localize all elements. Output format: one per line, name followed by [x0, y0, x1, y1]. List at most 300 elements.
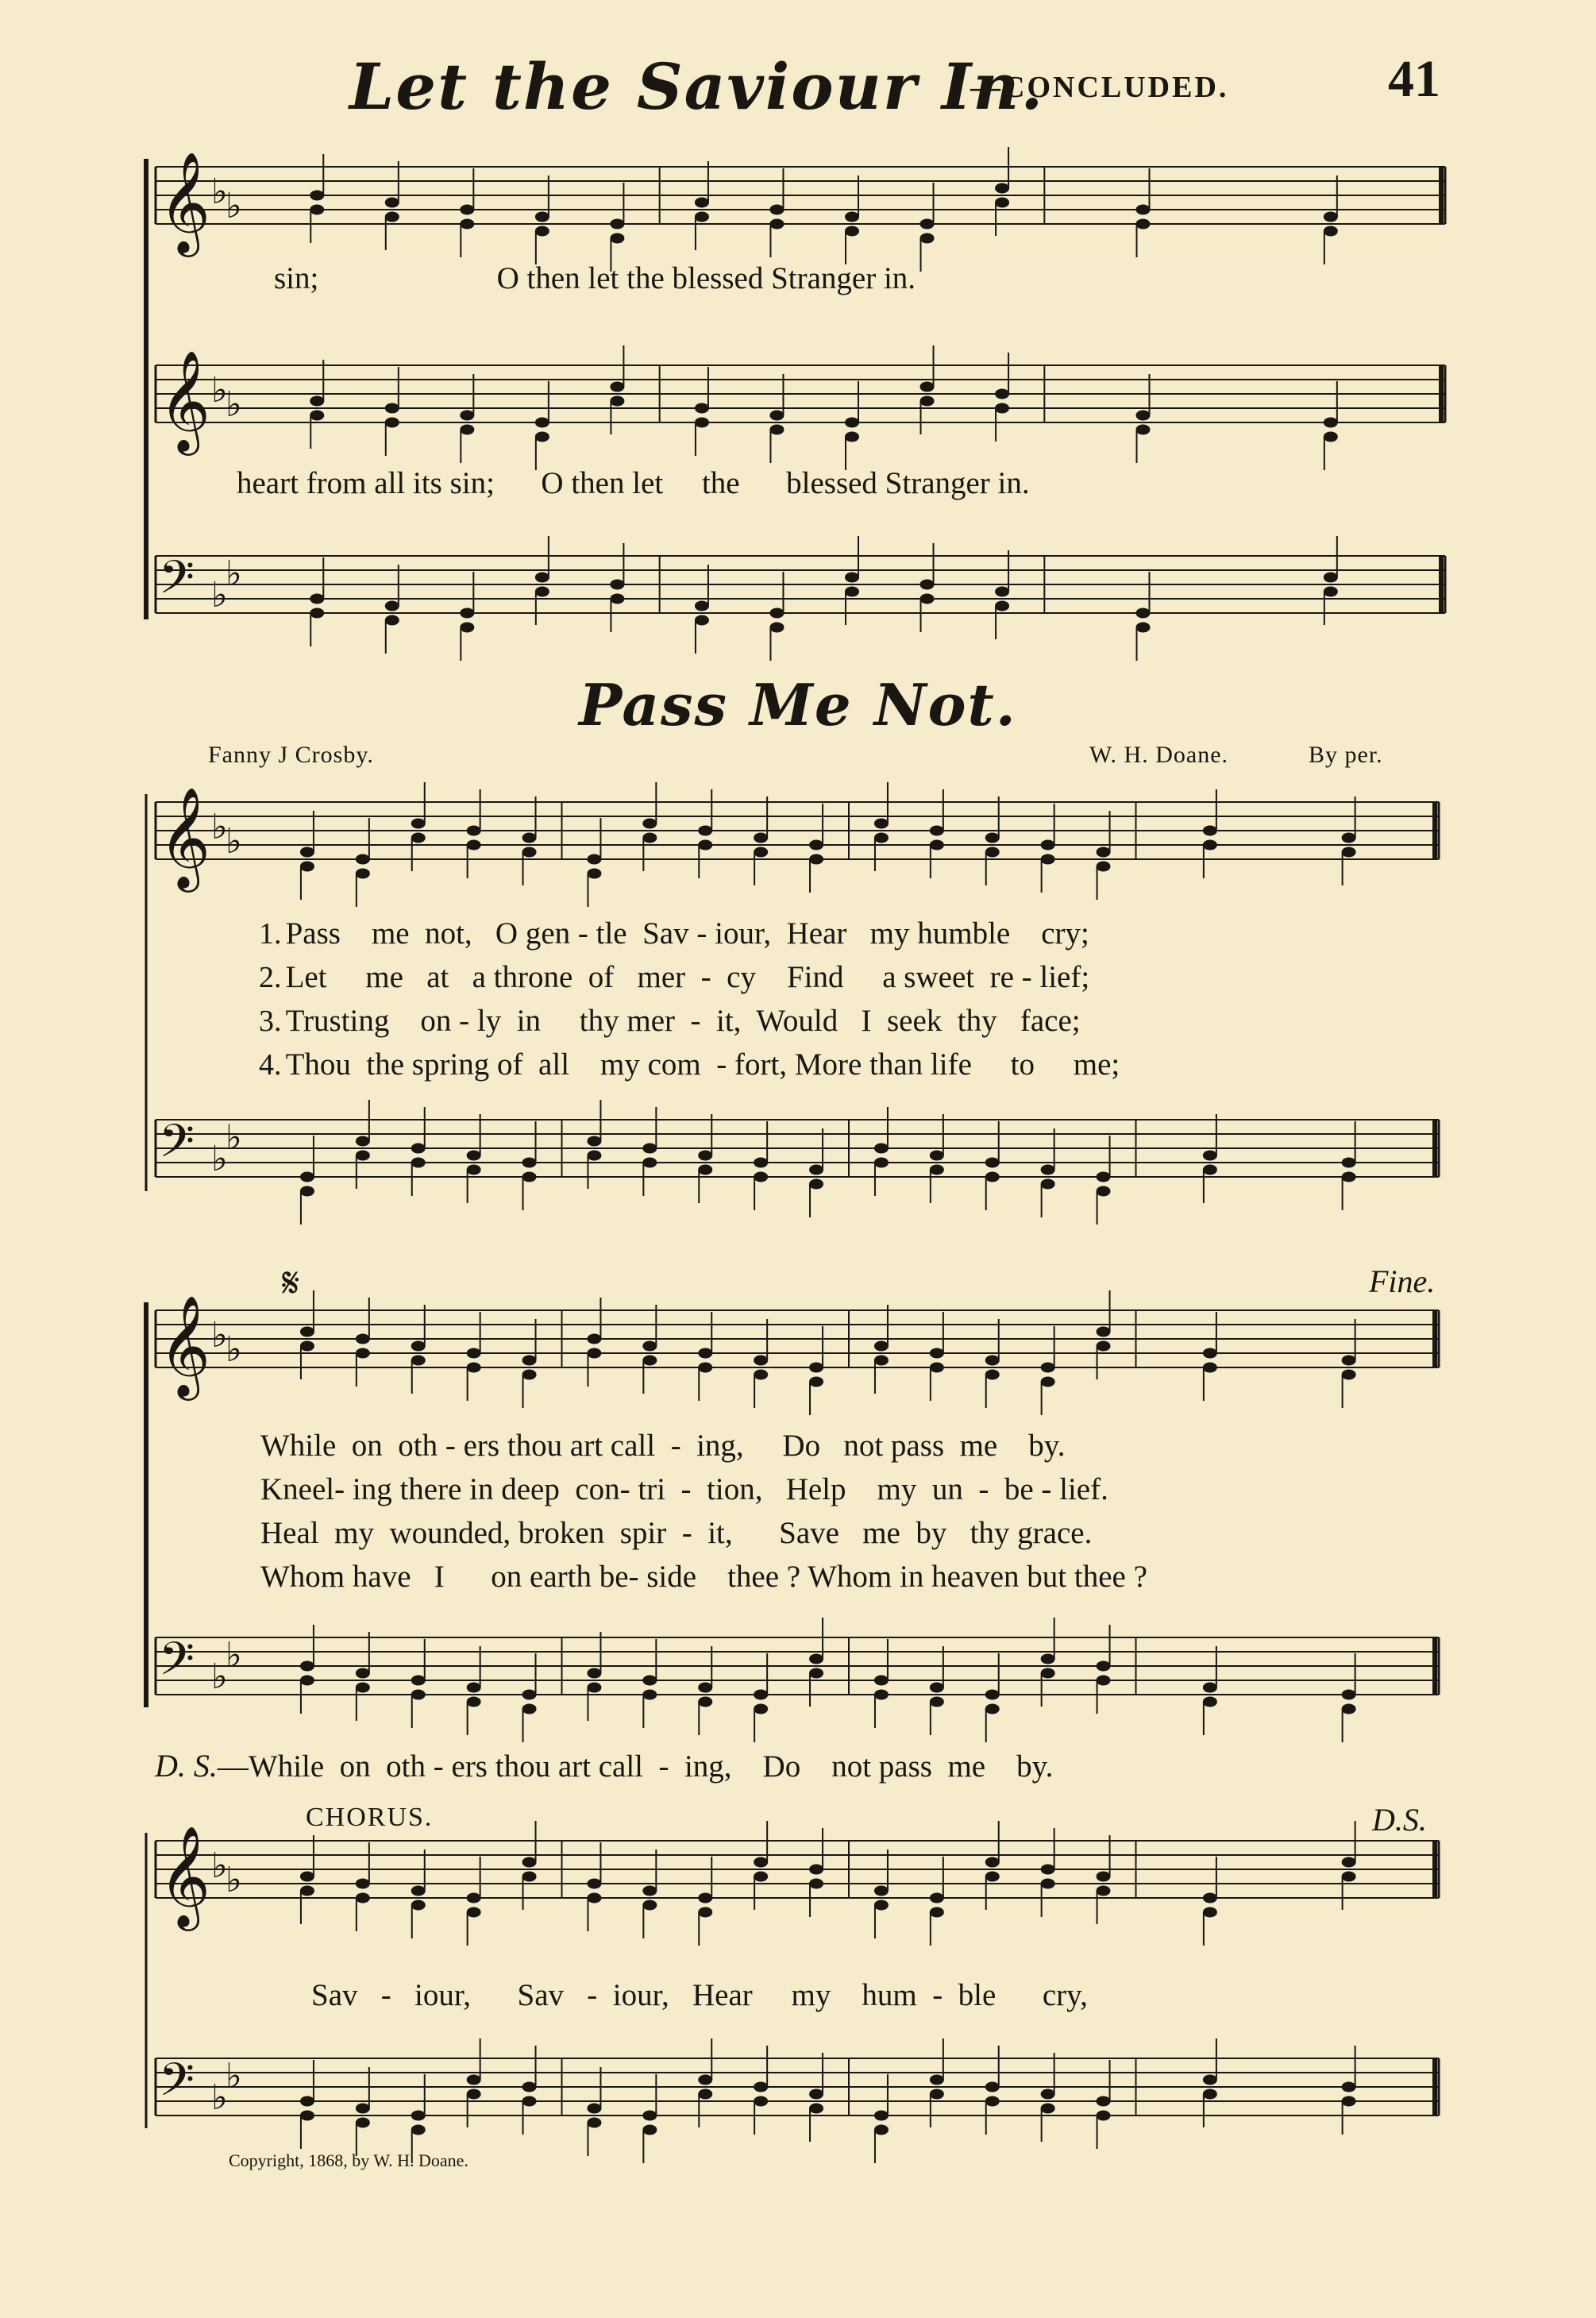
chorus-label: CHORUS.	[306, 1803, 434, 1832]
note-head	[985, 1872, 1000, 1882]
note-head	[587, 1151, 601, 1161]
flat-sign: ♭	[211, 172, 228, 212]
note-head	[1136, 219, 1151, 229]
treble-clef: 𝄞	[159, 349, 211, 451]
note-head	[460, 411, 474, 421]
note-head	[522, 847, 537, 858]
note-head	[874, 1900, 889, 1911]
chorus-lyrics: Sav - iour, Sav - iour, Hear my hum - ble cry,	[311, 1978, 1088, 2012]
note-head	[356, 1683, 370, 1693]
note-head	[920, 396, 935, 407]
note-head	[769, 623, 784, 633]
note-head	[809, 854, 823, 865]
note-head	[930, 1348, 944, 1359]
note-head	[1203, 1907, 1217, 1918]
note-head	[1342, 1158, 1356, 1168]
note-head	[385, 212, 399, 222]
page-number: 41	[1388, 50, 1440, 108]
note-head	[985, 1690, 1000, 1700]
note-head	[522, 2096, 537, 2107]
page-title: Let the Saviour In.	[349, 49, 1045, 124]
note-head	[1041, 2089, 1055, 2100]
note-head	[754, 1370, 768, 1380]
final-bar	[1439, 365, 1444, 422]
note-head	[535, 573, 549, 583]
bass-clef: 𝄢	[159, 550, 195, 615]
note-head	[356, 869, 370, 879]
note-head	[985, 833, 1000, 843]
note-head	[385, 198, 399, 208]
composer-credit: W. H. Doane.	[1089, 742, 1229, 768]
author-credit: Fanny J Crosby.	[208, 742, 374, 768]
flat-sign: ♭	[226, 1635, 242, 1676]
note-head	[522, 1690, 537, 1700]
note-head	[1097, 1186, 1111, 1197]
note-head	[522, 1857, 537, 1868]
note-head	[587, 1683, 601, 1693]
note-head	[522, 1172, 537, 1182]
final-bar	[1432, 1637, 1437, 1695]
note-head	[1097, 862, 1111, 872]
note-head	[754, 2082, 768, 2092]
note-head	[995, 601, 1009, 611]
note-head	[985, 1704, 1000, 1714]
note-head	[522, 1704, 537, 1714]
note-head	[642, 833, 657, 843]
note-head	[385, 601, 399, 611]
note-head	[920, 594, 935, 604]
note-head	[310, 191, 324, 201]
note-head	[920, 580, 935, 590]
note-head	[698, 1151, 712, 1161]
note-head	[467, 1363, 481, 1373]
note-head	[809, 840, 823, 850]
note-head	[642, 2111, 657, 2121]
note-head	[874, 2125, 889, 2135]
note-head	[809, 1165, 823, 1175]
note-head	[300, 1661, 314, 1672]
note-head	[411, 2111, 426, 2121]
note-head	[754, 833, 768, 843]
note-head	[300, 2096, 314, 2107]
note-head	[1342, 1704, 1356, 1714]
note-head	[930, 1165, 944, 1175]
final-bar	[1439, 556, 1444, 613]
note-head	[995, 403, 1009, 414]
note-head	[754, 1857, 768, 1868]
note-head	[1136, 608, 1151, 619]
note-head	[809, 1179, 823, 1190]
note-head	[1324, 212, 1338, 222]
flat-sign: ♭	[226, 553, 242, 594]
note-head	[698, 826, 712, 836]
note-head	[1342, 1690, 1356, 1700]
final-bar	[1439, 167, 1444, 224]
note-head	[1041, 1363, 1055, 1373]
note-head	[467, 1893, 481, 1903]
note-head	[985, 1370, 1000, 1380]
note-head	[356, 1348, 370, 1359]
note-head	[642, 1158, 657, 1168]
note-head	[809, 1879, 823, 1889]
note-head	[769, 411, 784, 421]
note-head	[411, 819, 426, 829]
note-head	[769, 608, 784, 619]
fine-label: Fine.	[1369, 1263, 1436, 1299]
note-head	[385, 403, 399, 414]
note-head	[642, 1341, 657, 1352]
verse-line: 3. Trusting on - ly in thy mer - it, Would I seek thy face;	[259, 1004, 1081, 1038]
note-head	[698, 2089, 712, 2100]
note-head	[1041, 1668, 1055, 1679]
segno-sign: 𝄋	[282, 1259, 300, 1307]
flat-sign: ♭	[226, 186, 242, 226]
note-head	[642, 1676, 657, 1686]
note-head	[535, 212, 549, 222]
note-head	[1342, 1172, 1356, 1182]
note-head	[695, 198, 709, 208]
note-head	[1097, 2111, 1111, 2121]
note-head	[1324, 573, 1338, 583]
note-head	[300, 2111, 314, 2121]
note-head	[845, 573, 859, 583]
note-head	[874, 819, 889, 829]
note-head	[411, 1886, 426, 1896]
note-head	[698, 1907, 712, 1918]
note-head	[467, 1348, 481, 1359]
ds-line	[155, 1747, 1053, 1784]
note-head	[300, 1186, 314, 1197]
note-head	[1342, 1370, 1356, 1380]
note-head	[754, 1356, 768, 1366]
note-head	[300, 1886, 314, 1896]
note-head	[995, 389, 1009, 399]
flat-sign: ♭	[211, 575, 228, 615]
note-head	[356, 1893, 370, 1903]
note-head	[535, 432, 549, 442]
note-head	[874, 1690, 889, 1700]
note-head	[930, 2089, 944, 2100]
note-head	[310, 594, 324, 604]
note-head	[930, 2075, 944, 2085]
note-head	[411, 1341, 426, 1352]
note-head	[467, 1697, 481, 1707]
note-head	[300, 1872, 314, 1882]
note-head	[310, 608, 324, 619]
note-head	[1342, 1356, 1356, 1366]
note-head	[610, 580, 624, 590]
note-head	[587, 1136, 601, 1147]
verse-block-1	[259, 916, 1120, 1090]
note-head	[1203, 1893, 1217, 1903]
note-head	[642, 1690, 657, 1700]
note-head	[1203, 1165, 1217, 1175]
note-head	[985, 1857, 1000, 1868]
note-head	[411, 1158, 426, 1168]
note-head	[995, 198, 1009, 208]
note-head	[845, 212, 859, 222]
note-head	[467, 826, 481, 836]
note-head	[985, 847, 1000, 858]
note-head	[411, 833, 426, 843]
note-head	[1041, 854, 1055, 865]
note-head	[930, 1683, 944, 1693]
top-lyrics-line2: heart from all its sin; O then let the blessed Stranger in.	[237, 466, 1030, 500]
note-head	[1041, 1377, 1055, 1387]
note-head	[587, 854, 601, 865]
verse-line: While on oth - ers thou art call - ing, Do not pass me by.	[260, 1429, 1066, 1463]
note-head	[610, 594, 624, 604]
note-head	[356, 1334, 370, 1344]
note-head	[874, 1676, 889, 1686]
note-head	[985, 1158, 1000, 1168]
note-head	[610, 382, 624, 392]
note-head	[460, 219, 474, 229]
note-head	[1203, 2075, 1217, 2085]
verse-line: 4. Thou the spring of all my com - fort, More than life to me;	[259, 1047, 1120, 1082]
note-head	[1203, 1697, 1217, 1707]
note-head	[1097, 1676, 1111, 1686]
verse-line: 2. Let me at a throne of mer - cy Find a sweet re - lief;	[259, 960, 1090, 994]
final-bar	[1432, 802, 1437, 859]
note-head	[698, 1165, 712, 1175]
note-head	[695, 418, 709, 428]
note-head	[930, 840, 944, 850]
flat-sign: ♭	[211, 807, 228, 847]
note-head	[1041, 840, 1055, 850]
note-head	[874, 833, 889, 843]
flat-sign: ♭	[226, 821, 242, 862]
note-head	[754, 1872, 768, 1882]
note-head	[356, 1151, 370, 1161]
note-head	[695, 601, 709, 611]
flat-sign: ♭	[211, 2077, 228, 2118]
note-head	[587, 1348, 601, 1359]
flat-sign: ♭	[211, 370, 228, 411]
copyright-notice: Copyright, 1868, by W. H. Doane.	[229, 2150, 468, 2170]
note-head	[874, 1886, 889, 1896]
note-head	[1203, 1683, 1217, 1693]
note-head	[411, 1356, 426, 1366]
note-head	[587, 2118, 601, 2128]
note-head	[1342, 2082, 1356, 2092]
note-head	[920, 233, 935, 244]
ds-lyrics: —While on oth - ers thou art call - ing, Do not pass me by.	[217, 1749, 1054, 1784]
note-head	[356, 1668, 370, 1679]
note-head	[522, 1356, 537, 1366]
note-head	[754, 847, 768, 858]
note-head	[460, 425, 474, 435]
note-head	[1203, 2089, 1217, 2100]
note-head	[698, 1697, 712, 1707]
note-head	[769, 425, 784, 435]
note-head	[1041, 1865, 1055, 1875]
note-head	[411, 1690, 426, 1700]
note-head	[356, 1879, 370, 1889]
note-head	[1097, 847, 1111, 858]
note-head	[695, 615, 709, 626]
note-head	[587, 869, 601, 879]
flat-sign: ♭	[211, 1139, 228, 1179]
note-head	[610, 219, 624, 229]
treble-clef: 𝄞	[159, 1294, 211, 1396]
note-head	[300, 1341, 314, 1352]
note-head	[809, 2104, 823, 2114]
note-head	[874, 1356, 889, 1366]
note-head	[642, 1356, 657, 1366]
note-head	[1136, 205, 1151, 215]
note-head	[754, 1704, 768, 1714]
note-head	[522, 2082, 537, 2092]
note-head	[754, 1158, 768, 1168]
note-head	[1041, 1165, 1055, 1175]
note-head	[1342, 2096, 1356, 2107]
note-head	[460, 623, 474, 633]
note-head	[1041, 1654, 1055, 1664]
note-head	[310, 411, 324, 421]
note-head	[467, 1165, 481, 1175]
note-head	[642, 2125, 657, 2135]
note-head	[698, 1348, 712, 1359]
note-head	[610, 233, 624, 244]
note-head	[587, 1668, 601, 1679]
note-head	[845, 587, 859, 597]
note-head	[1097, 1872, 1111, 1882]
note-head	[1203, 840, 1217, 850]
note-head	[754, 1172, 768, 1182]
flat-sign: ♭	[211, 1657, 228, 1697]
note-head	[754, 2096, 768, 2107]
note-head	[300, 1172, 314, 1182]
note-head	[695, 212, 709, 222]
note-head	[467, 1683, 481, 1693]
note-head	[809, 2089, 823, 2100]
note-head	[985, 1172, 1000, 1182]
note-head	[1041, 1179, 1055, 1190]
final-bar	[1432, 1310, 1437, 1367]
verse-line: Kneel- ing there in deep con- tri - tion, Help my un - be - lief.	[260, 1472, 1108, 1506]
note-head	[754, 1690, 768, 1700]
note-head	[930, 1907, 944, 1918]
note-head	[985, 2082, 1000, 2092]
note-head	[874, 2111, 889, 2121]
note-head	[809, 1377, 823, 1387]
note-head	[1097, 1341, 1111, 1352]
note-head	[610, 396, 624, 407]
note-head	[695, 403, 709, 414]
note-head	[1041, 1879, 1055, 1889]
note-head	[300, 1327, 314, 1337]
flat-sign: ♭	[226, 1329, 242, 1370]
note-head	[535, 418, 549, 428]
note-head	[845, 418, 859, 428]
note-head	[587, 1893, 601, 1903]
note-head	[467, 1151, 481, 1161]
note-head	[809, 1363, 823, 1373]
note-head	[698, 1893, 712, 1903]
song-title: Pass Me Not.	[579, 671, 1017, 739]
note-head	[467, 840, 481, 850]
final-bar	[1432, 1841, 1437, 1898]
final-bar	[1432, 1120, 1437, 1177]
note-head	[467, 2089, 481, 2100]
note-head	[930, 1151, 944, 1161]
note-head	[642, 1144, 657, 1154]
note-head	[930, 826, 944, 836]
note-head	[769, 219, 784, 229]
note-head	[1136, 623, 1151, 633]
note-head	[300, 1676, 314, 1686]
note-head	[356, 2118, 370, 2128]
note-head	[460, 205, 474, 215]
note-head	[930, 1893, 944, 1903]
note-head	[1136, 425, 1151, 435]
bass-clef: 𝄢	[159, 1632, 195, 1697]
note-head	[467, 2075, 481, 2085]
note-head	[1324, 587, 1338, 597]
note-head	[985, 1356, 1000, 1366]
note-head	[411, 1676, 426, 1686]
note-head	[769, 205, 784, 215]
note-head	[1203, 1363, 1217, 1373]
note-head	[467, 1907, 481, 1918]
treble-clef: 𝄞	[159, 151, 211, 253]
bass-clef: 𝄢	[159, 2053, 195, 2118]
note-head	[920, 382, 935, 392]
note-head	[411, 1900, 426, 1911]
note-head	[535, 587, 549, 597]
top-lyrics-line1: sin; O then let the blessed Stranger in.	[274, 261, 916, 295]
note-head	[1342, 1857, 1356, 1868]
note-head	[1203, 826, 1217, 836]
note-head	[587, 2104, 601, 2114]
note-head	[522, 1872, 537, 1882]
flat-sign: ♭	[226, 1117, 242, 1158]
note-head	[310, 205, 324, 215]
note-head	[874, 1158, 889, 1168]
flat-sign: ♭	[211, 1315, 228, 1356]
note-head	[1097, 2096, 1111, 2107]
flat-sign: ♭	[211, 1846, 228, 1886]
flat-sign: ♭	[226, 2056, 242, 2096]
note-head	[1097, 1327, 1111, 1337]
note-head	[1097, 1661, 1111, 1672]
note-head	[985, 2096, 1000, 2107]
ds-label: D. S.	[155, 1748, 218, 1784]
note-head	[1324, 432, 1338, 442]
note-head	[845, 432, 859, 442]
note-head	[300, 847, 314, 858]
note-head	[995, 183, 1009, 194]
note-head	[930, 1363, 944, 1373]
note-head	[1342, 847, 1356, 858]
note-head	[1203, 1348, 1217, 1359]
note-head	[995, 587, 1009, 597]
note-head	[698, 840, 712, 850]
note-head	[522, 1158, 537, 1168]
note-head	[535, 226, 549, 237]
note-head	[1041, 2104, 1055, 2114]
verse-line: Whom have I on earth be- side thee ? Whom in heaven but thee ?	[260, 1560, 1147, 1594]
note-head	[874, 1341, 889, 1352]
note-head	[460, 608, 474, 619]
note-head	[356, 854, 370, 865]
note-head	[356, 2104, 370, 2114]
verse-line: 1. Pass me not, O gen - tle Sav - iour, Hear my humble cry;	[259, 916, 1089, 951]
treble-clef: 𝄞	[159, 1825, 211, 1927]
note-head	[698, 1683, 712, 1693]
note-head	[1097, 1172, 1111, 1182]
